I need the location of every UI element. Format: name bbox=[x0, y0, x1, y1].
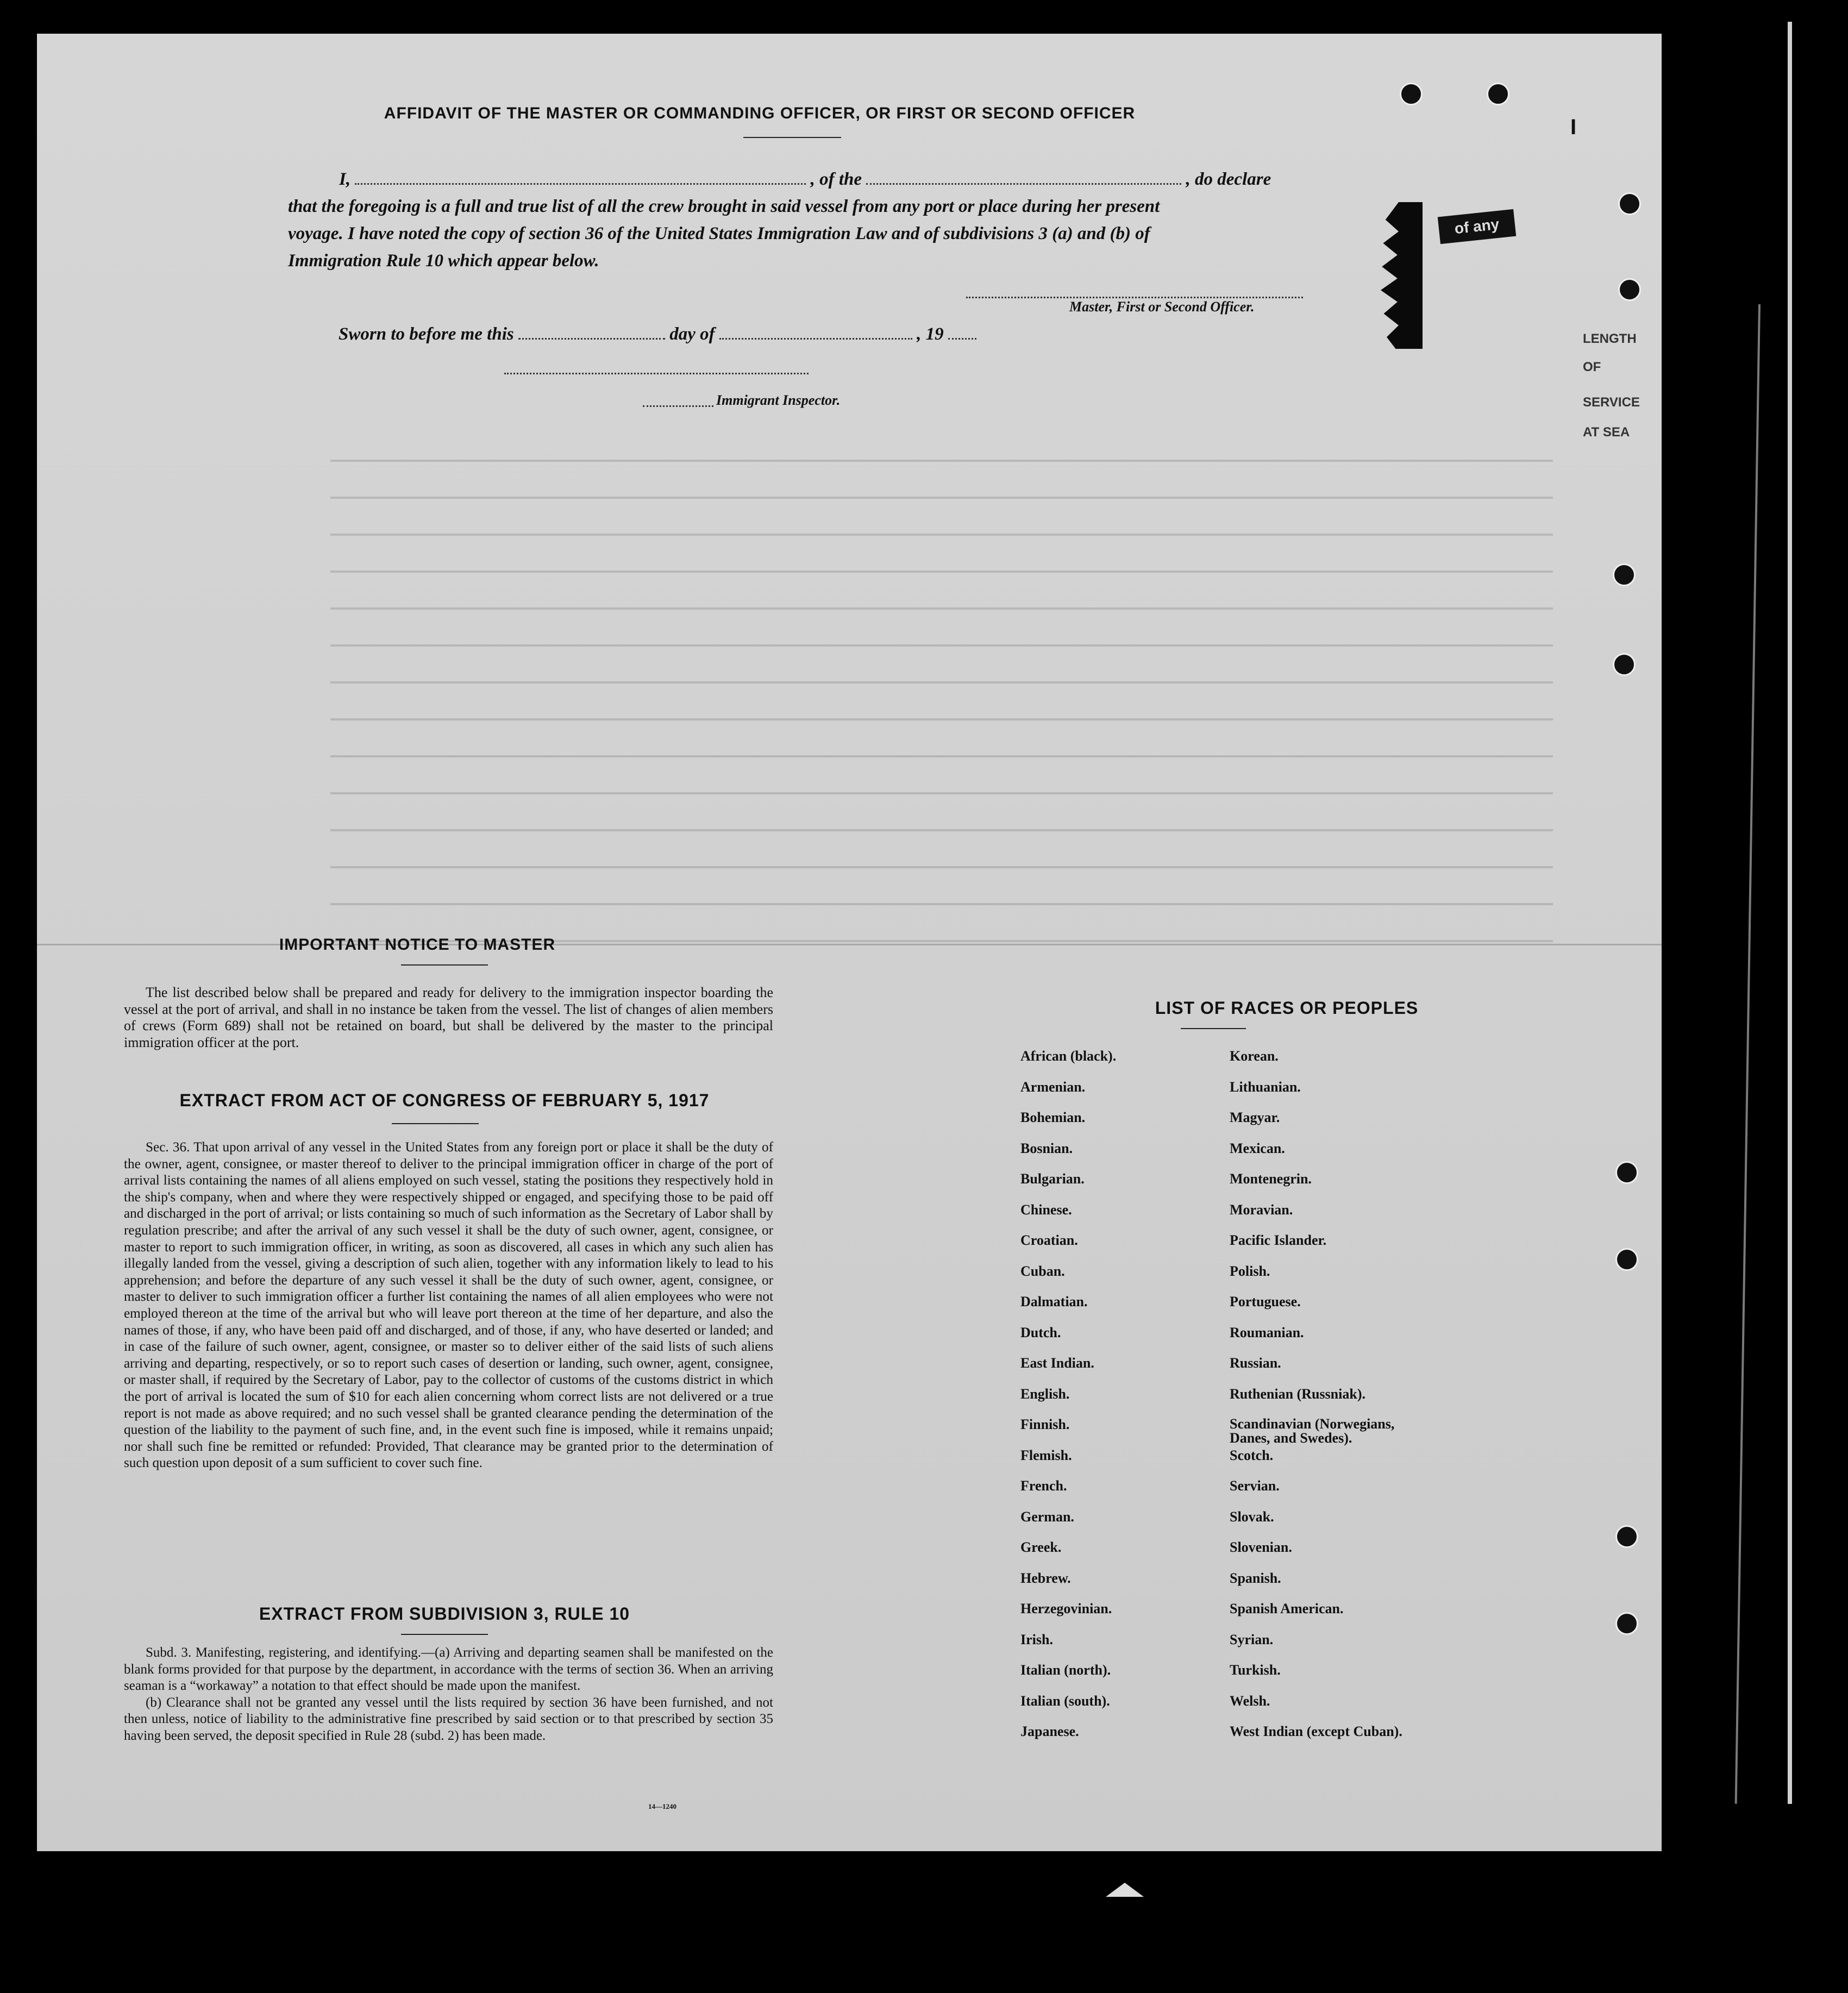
race-right-item: Montenegrin. bbox=[1230, 1171, 1312, 1187]
race-left-item: Bosnian. bbox=[1020, 1140, 1073, 1156]
race-right-item: West Indian (except Cuban). bbox=[1230, 1723, 1402, 1739]
affidavit-of-the: , of the bbox=[810, 170, 862, 189]
race-left-item: Croatian. bbox=[1020, 1232, 1078, 1248]
punch-hole bbox=[1615, 1612, 1638, 1635]
race-left-item: Bulgarian. bbox=[1020, 1171, 1085, 1187]
master-signature-label: Master, First or Second Officer. bbox=[1069, 299, 1255, 315]
inspector-label-leader bbox=[643, 403, 713, 407]
races-left-column bbox=[1020, 1049, 1116, 1755]
form-number: 14—1240 bbox=[648, 1802, 676, 1810]
punch-hole bbox=[1613, 563, 1636, 586]
rule-title: EXTRACT FROM SUBDIVISION 3, RULE 10 bbox=[259, 1604, 630, 1624]
race-left-item: Irish. bbox=[1020, 1631, 1053, 1647]
race-right-item: Scotch. bbox=[1230, 1447, 1274, 1463]
race-left-item: Dalmatian. bbox=[1020, 1294, 1088, 1309]
race-right-item: Scandinavian (Norwegians, Danes, and Swedes). bbox=[1230, 1416, 1395, 1446]
rule-title-rule bbox=[401, 1634, 488, 1635]
sworn-year-blank[interactable] bbox=[948, 338, 976, 340]
race-right-item: Polish. bbox=[1230, 1263, 1270, 1279]
race-right-item: Spanish. bbox=[1230, 1570, 1281, 1586]
race-right-item: Mexican. bbox=[1230, 1140, 1285, 1156]
race-right-item: Russian. bbox=[1230, 1355, 1281, 1371]
race-left-item: Finnish. bbox=[1020, 1417, 1070, 1432]
name-blank[interactable] bbox=[355, 183, 806, 185]
race-left-item: Italian (north). bbox=[1020, 1662, 1111, 1678]
race-left-item: East Indian. bbox=[1020, 1355, 1094, 1371]
race-left-item: Japanese. bbox=[1020, 1723, 1079, 1739]
race-left-item: German. bbox=[1020, 1508, 1074, 1525]
races-right-column bbox=[1230, 1049, 1409, 1755]
race-left-item: Chinese. bbox=[1020, 1201, 1072, 1218]
act-title: EXTRACT FROM ACT OF CONGRESS OF FEBRUARY 5, 1917 bbox=[179, 1090, 710, 1110]
adjacent-page-edge-line bbox=[1735, 304, 1761, 1804]
stamp-tab: of any bbox=[1438, 209, 1516, 244]
bleed-through-area bbox=[330, 430, 1553, 974]
race-left-item: Dutch. bbox=[1020, 1324, 1061, 1340]
margin-mark-of: OF bbox=[1583, 360, 1601, 374]
race-right-item: Pacific Islander. bbox=[1230, 1232, 1327, 1248]
master-signature-line[interactable] bbox=[966, 294, 1303, 298]
rule-paragraph-b: (b) Clearance shall not be granted any vessel until the lists required by section 36 have been furnished, and not then unless, notice of liability to the administrative fine prescribed by said section or to that prescribed by section 35 having been served, the deposit specified in Rule 28 (subd. 2) has been made. bbox=[124, 1695, 773, 1743]
race-right-item: Lithuanian. bbox=[1230, 1079, 1301, 1095]
vessel-blank[interactable] bbox=[866, 183, 1181, 185]
race-right-item: Korean. bbox=[1230, 1048, 1279, 1064]
race-left-item: Hebrew. bbox=[1020, 1570, 1071, 1586]
adjacent-page-edge bbox=[1788, 22, 1792, 1804]
affidavit-line-2: that the foregoing is a full and true list of all the crew brought in said vessel from any port or place during her present bbox=[288, 197, 1160, 216]
margin-mark-i: I bbox=[1570, 115, 1577, 139]
rule-body bbox=[124, 1645, 773, 1745]
punch-hole bbox=[1487, 83, 1509, 105]
inspector-signature-line[interactable] bbox=[504, 371, 809, 374]
races-title-rule bbox=[1181, 1028, 1246, 1029]
race-left-item: Flemish. bbox=[1020, 1447, 1072, 1463]
race-left-item: Herzegovinian. bbox=[1020, 1601, 1112, 1616]
race-right-item: Roumanian. bbox=[1230, 1324, 1304, 1340]
race-right-item: Magyar. bbox=[1230, 1110, 1280, 1125]
race-left-item: Bohemian. bbox=[1020, 1110, 1086, 1125]
race-right-item: Slovenian. bbox=[1230, 1539, 1292, 1555]
notary-seal-mark bbox=[1363, 202, 1423, 349]
margin-mark-length: LENGTH bbox=[1583, 331, 1637, 346]
race-right-item: Servian. bbox=[1230, 1478, 1280, 1494]
punch-hole bbox=[1618, 278, 1641, 301]
punch-hole bbox=[1615, 1525, 1638, 1548]
affidavit-line-3: voyage. I have noted the copy of section 36 of the United States Immigration Law and of subdivisions 3 (a) and (b) of bbox=[288, 224, 1150, 243]
punch-hole bbox=[1615, 1248, 1638, 1271]
sworn-prefix: Sworn to before me this bbox=[339, 324, 514, 344]
margin-mark-service: SERVICE bbox=[1583, 395, 1640, 410]
punch-hole bbox=[1613, 653, 1636, 676]
race-left-item: Cuban. bbox=[1020, 1263, 1065, 1279]
notice-title-rule bbox=[401, 964, 488, 966]
race-left-item: French. bbox=[1020, 1478, 1067, 1494]
sworn-line bbox=[339, 324, 976, 344]
notice-body bbox=[124, 985, 773, 1051]
race-left-item: Armenian. bbox=[1020, 1079, 1086, 1095]
affidavit-i: I, bbox=[339, 170, 351, 189]
act-paragraph: Sec. 36. That upon arrival of any vessel in the United States from any foreign port or place it shall be the duty of the owner, agent, consignee, or master thereof to deliver to the principal immigration officer in charge of the port of arrival lists containing the names of all aliens employed on such vessel, stating the positions they respectively hold in the ship's company, when and where they were respectively shipped or engaged, and specifying those to be paid off and discharged in the port of arrival; or lists containing so much of such information as the Secretary of Labor shall by regulation prescribe; and after the arrival of any such vessel it shall be the duty of such owner, agent, consignee, or master to report to such immigration officer, in writing, as soon as discovered, all cases in which any such alien has illegally landed from the vessel, giving a description of such alien, together with any information likely to lead to his apprehension; and before the departure of any such vessel it shall be the duty of such owner, agent, consignee, or master to deliver to such immigration officer a further list containing the names of all alien employees who were not employed thereon at the time of the arrival but who will leave port thereon at the time of her departure, and also the names of those, if any, who have been paid off and discharged, and of those, if any, who have deserted or landed; and in case of the failure of such owner, agent, consignee, or master so to deliver either of the said lists of such aliens arriving and departing, respectively, or so to report such cases of desertion or landing, such owner, agent, consignee, or master shall, if required by the Secretary of Labor, pay to the collector of customs of the customs district in which the port of arrival is located the sum of $10 for each alien concerning whom correct lists are not delivered or a true report is not made as above required; and no such vessel shall be granted clearance pending the determination of the question of the liability to the payment of such fine, and, in the event such fine is imposed, while it remains unpaid; nor shall such fine be remitted or refunded: Provided, That clearance may be granted prior to the determination of such question upon deposit of a sum sufficient to cover such fine. bbox=[124, 1140, 773, 1471]
affidavit-declare: , do declare bbox=[1186, 170, 1271, 189]
act-title-rule bbox=[392, 1123, 479, 1124]
race-right-item: Turkish. bbox=[1230, 1662, 1281, 1678]
race-left-item: English. bbox=[1020, 1386, 1070, 1402]
act-body bbox=[124, 1139, 773, 1472]
notice-title: IMPORTANT NOTICE TO MASTER bbox=[279, 936, 556, 954]
affidavit-line-4: Immigration Rule 10 which appear below. bbox=[288, 251, 599, 271]
race-right-item: Ruthenian (Russniak). bbox=[1230, 1386, 1365, 1402]
punch-hole bbox=[1400, 83, 1423, 105]
rule-paragraph-a: Subd. 3. Manifesting, registering, and identifying.—(a) Arriving and departing seamen shall be manifested on the blank forms provided for that purpose by the department, in accordance with the terms of section 36. When an arriving seaman is a “workaway” a notation to that effect should be made upon the manifest. bbox=[124, 1645, 773, 1694]
inspector-label: Immigrant Inspector. bbox=[716, 392, 841, 408]
punch-hole bbox=[1618, 192, 1641, 215]
race-right-item: Welsh. bbox=[1230, 1693, 1270, 1709]
race-left-item: Greek. bbox=[1020, 1539, 1062, 1555]
race-left-item: Italian (south). bbox=[1020, 1693, 1110, 1709]
scan-marker-triangle bbox=[1106, 1883, 1144, 1897]
sworn-year: , 19 bbox=[917, 324, 944, 344]
race-right-item: Moravian. bbox=[1230, 1201, 1293, 1218]
sworn-day-blank[interactable] bbox=[518, 338, 665, 340]
document-page bbox=[37, 34, 1662, 1851]
race-right-item: Syrian. bbox=[1230, 1631, 1274, 1647]
margin-mark-at-sea: AT SEA bbox=[1583, 425, 1630, 440]
affidavit-title: AFFIDAVIT OF THE MASTER OR COMMANDING OFFICER, OR FIRST OR SECOND OFFICER bbox=[384, 104, 1136, 122]
affidavit-line-1 bbox=[339, 170, 1271, 190]
sworn-day-of: day of bbox=[669, 324, 715, 344]
race-right-item: Spanish American. bbox=[1230, 1601, 1344, 1616]
sworn-month-blank[interactable] bbox=[719, 338, 912, 340]
race-right-item: Portuguese. bbox=[1230, 1294, 1301, 1309]
punch-hole bbox=[1615, 1161, 1638, 1184]
notice-paragraph: The list described below shall be prepared and ready for delivery to the immigration inspector boarding the vessel at the port of arrival, and shall in no instance be taken from the vessel. The list of changes of alien members of crews (Form 689) shall not be retained on board, but shall be delivered by the master to the principal immigration officer at the port. bbox=[124, 985, 773, 1050]
race-right-item: Slovak. bbox=[1230, 1508, 1274, 1525]
race-left-item: African (black). bbox=[1020, 1048, 1117, 1064]
affidavit-title-rule bbox=[743, 137, 841, 138]
races-title: LIST OF RACES OR PEOPLES bbox=[1155, 998, 1419, 1018]
